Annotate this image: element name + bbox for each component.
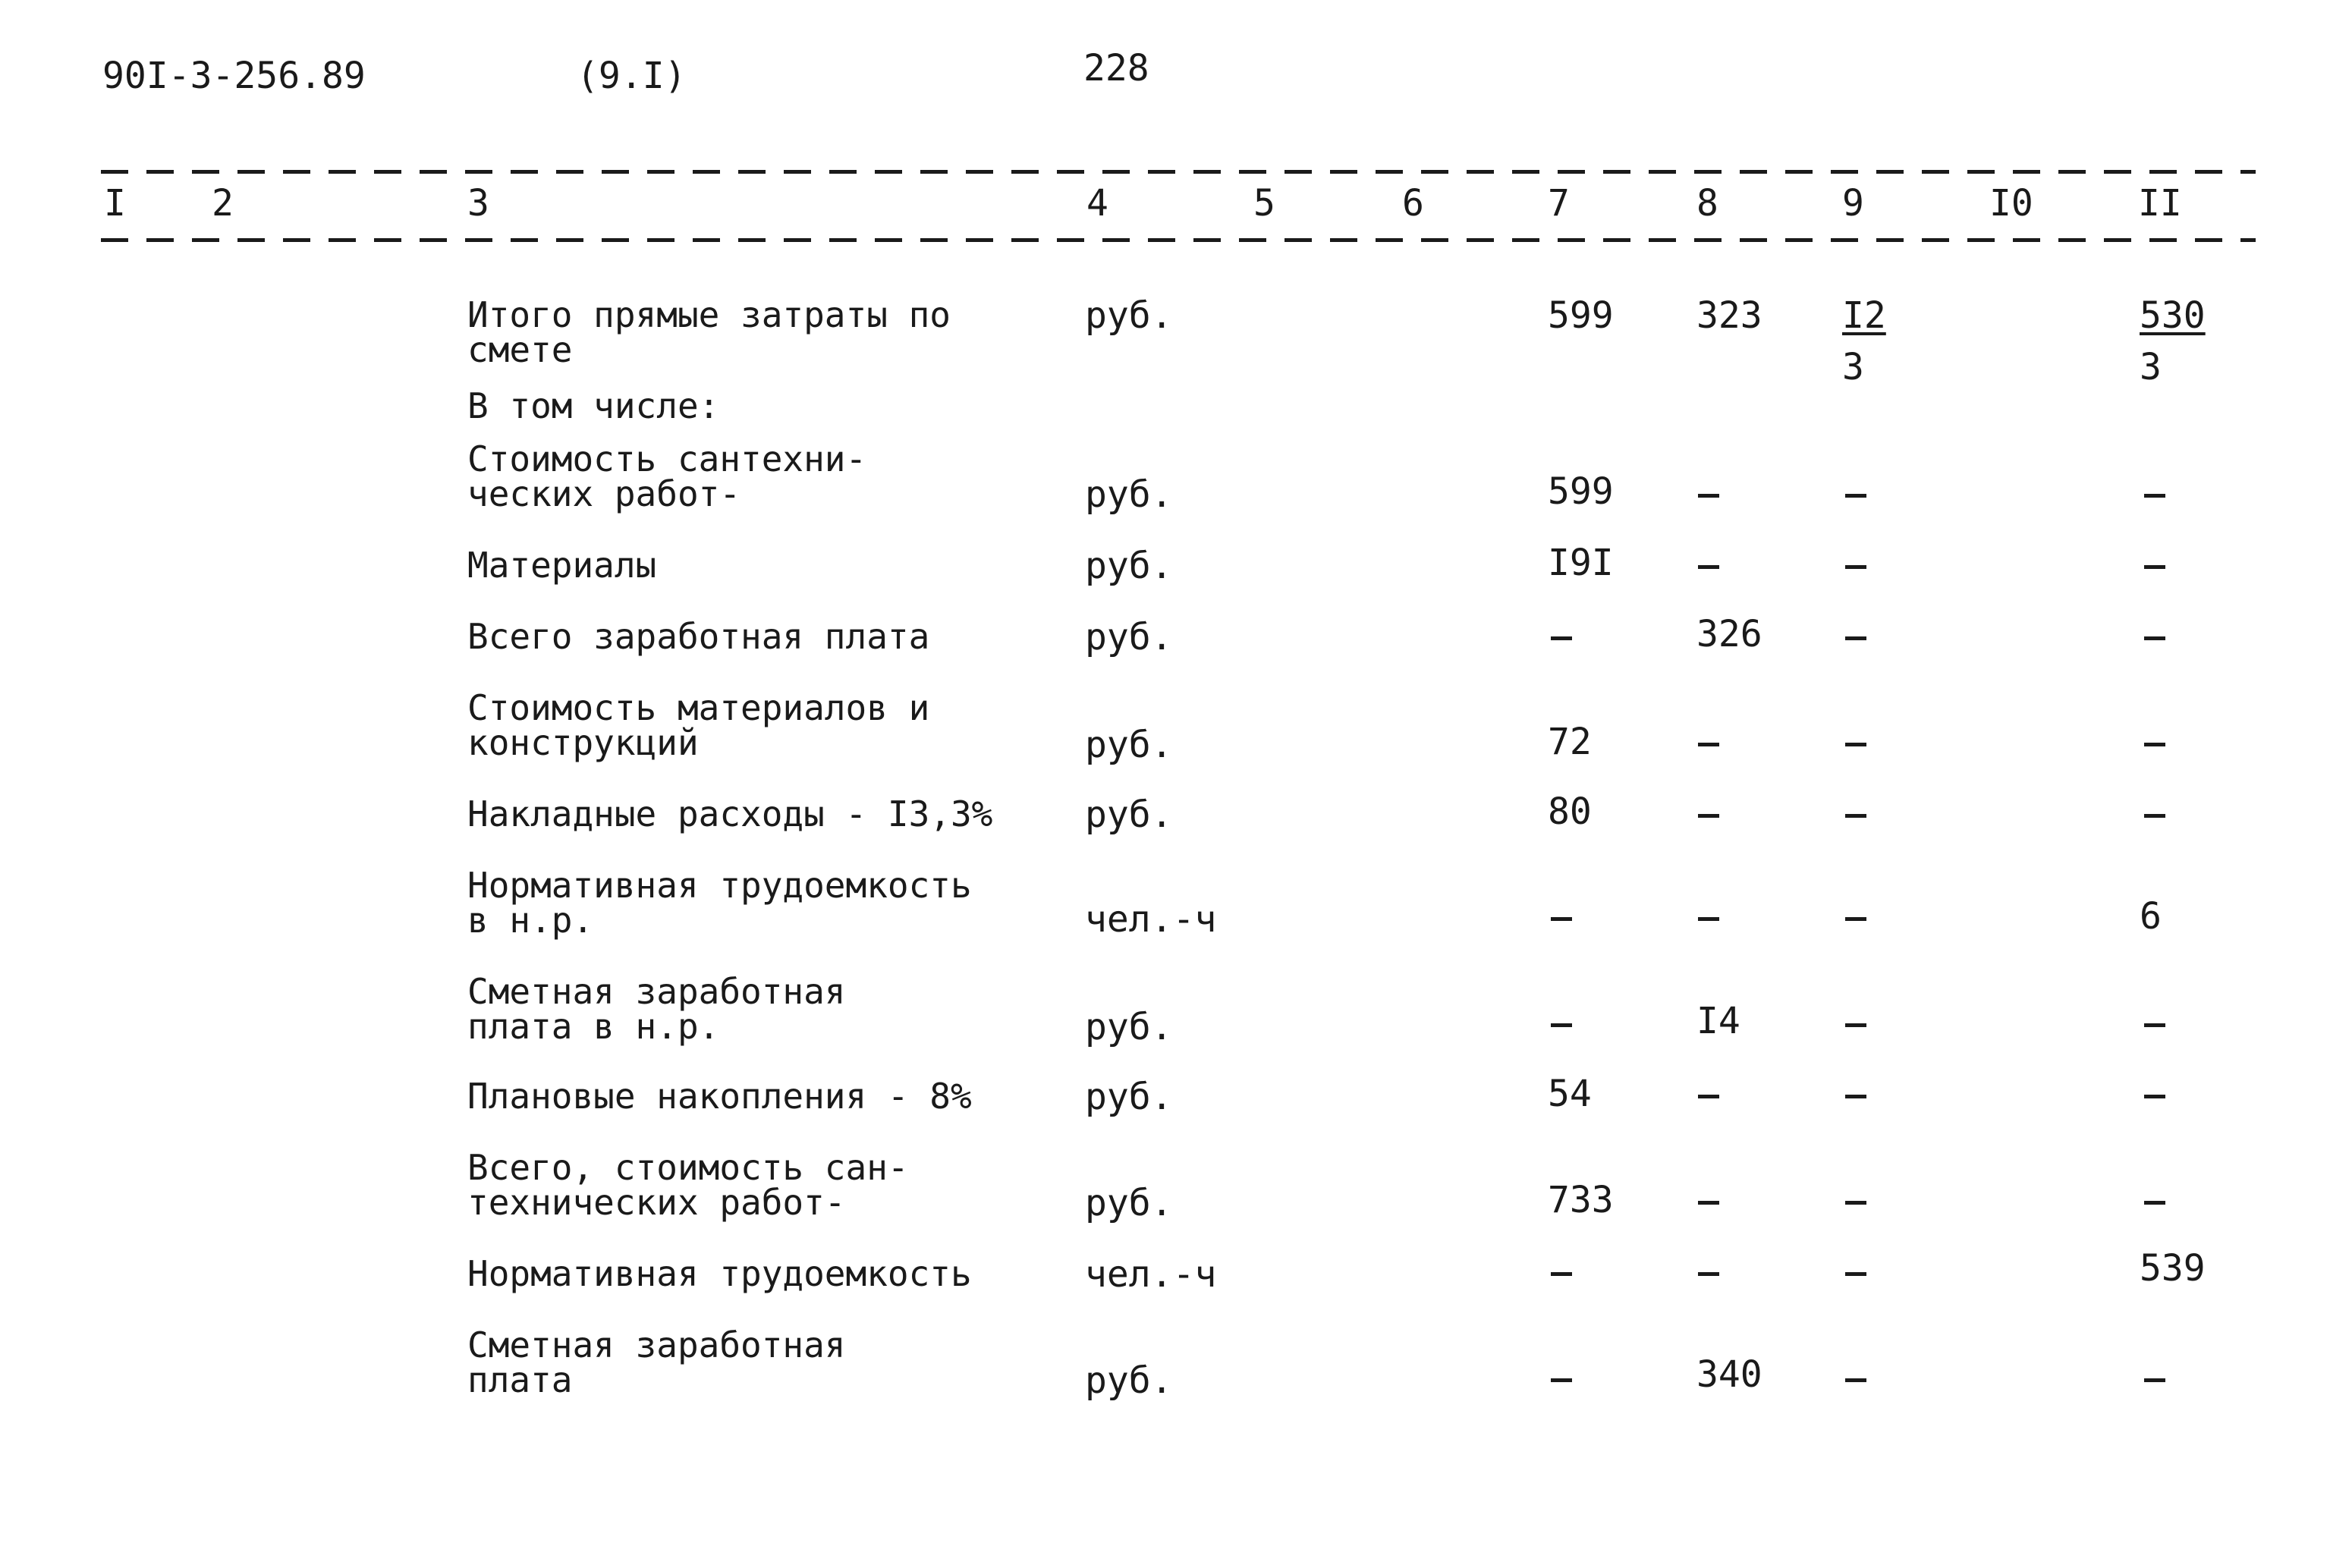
row-unit: руб. (1085, 1006, 1173, 1048)
cell-col8: 340 (1696, 1353, 1762, 1396)
row-description: Стоимость материалов и конструкций (467, 687, 930, 763)
row-unit: руб. (1085, 1076, 1173, 1118)
cell-col11 (2144, 1201, 2165, 1205)
cell-col9 (1845, 917, 1866, 921)
column-number: I (104, 182, 126, 225)
cell-col8 (1698, 565, 1719, 569)
row-description: Сметная заработная плата в н.р. (467, 971, 846, 1047)
cell-col8 (1698, 1201, 1719, 1205)
cell-col11 (2144, 1095, 2165, 1098)
row-description: Нормативная трудоемкость (467, 1253, 972, 1294)
row-unit: руб. (1085, 1182, 1173, 1224)
column-number: I0 (1989, 182, 2033, 225)
cell-col8 (1698, 743, 1719, 746)
cell-col9 (1845, 814, 1866, 818)
table-header-rule (101, 238, 2256, 242)
row-unit: руб. (1085, 616, 1173, 658)
cell-col8 (1698, 1272, 1719, 1276)
cell-col8: 323 (1696, 294, 1762, 337)
cell-col11 (2144, 743, 2165, 746)
row-description: Накладные расходы - I3,3% (467, 793, 993, 834)
column-number: 6 (1402, 182, 1424, 225)
row-unit: руб. (1085, 545, 1173, 587)
cell-col9 (1845, 743, 1866, 746)
row-description: Всего заработная плата (467, 616, 930, 657)
column-number: 7 (1548, 182, 1570, 225)
cell-col8: I4 (1696, 1000, 1740, 1042)
column-number: 5 (1253, 182, 1275, 225)
cell-col11 (2144, 814, 2165, 818)
cell-col9: I2 (1842, 294, 1886, 337)
table-top-rule (101, 170, 2256, 174)
row-description: Материалы (467, 545, 657, 586)
cell-col11-sub: 3 (2140, 346, 2162, 388)
page-number: 228 (1083, 47, 1149, 90)
row-unit: руб. (1085, 1359, 1173, 1402)
document-code: 90I-3-256.89 (102, 55, 366, 97)
section-number: (9.I) (577, 55, 687, 97)
cell-col7: 72 (1548, 721, 1592, 763)
cell-col11: 530 (2140, 294, 2206, 337)
cell-col11: 539 (2140, 1247, 2206, 1290)
row-description: Итого прямые затраты по смете (467, 294, 951, 370)
row-description: Сметная заработная плата (467, 1324, 846, 1400)
row-unit: чел.-ч (1085, 1253, 1217, 1296)
column-number: II (2138, 182, 2182, 225)
cell-col9 (1845, 1023, 1866, 1027)
cell-col7: 80 (1548, 790, 1592, 833)
row-description: В том числе: (467, 385, 720, 426)
cell-col7: 599 (1548, 470, 1614, 513)
cell-col8 (1698, 1095, 1719, 1098)
cell-col11: 6 (2140, 895, 2162, 938)
cell-col7 (1551, 636, 1572, 640)
cell-col11 (2144, 1023, 2165, 1027)
cell-col8 (1698, 917, 1719, 921)
cell-col7: 733 (1548, 1179, 1614, 1221)
row-unit: руб. (1085, 473, 1173, 516)
row-unit: чел.-ч (1085, 898, 1217, 941)
row-description: Всего, стоимость сан- технических работ- (467, 1147, 909, 1223)
row-description: Стоимость сантехни- ческих работ- (467, 438, 867, 514)
row-unit: руб. (1085, 793, 1173, 836)
cell-col7: 599 (1548, 294, 1614, 337)
row-unit: руб. (1085, 294, 1173, 337)
row-description: Нормативная трудоемкость в н.р. (467, 865, 972, 941)
cell-col7 (1551, 1378, 1572, 1382)
cell-col11 (2144, 565, 2165, 569)
cell-col9 (1845, 1378, 1866, 1382)
cell-col9 (1845, 565, 1866, 569)
cell-col7 (1551, 1272, 1572, 1276)
cell-col8 (1698, 814, 1719, 818)
column-number: 8 (1696, 182, 1718, 225)
cell-col9 (1845, 1272, 1866, 1276)
cell-col8: 326 (1696, 613, 1762, 655)
cell-col8 (1698, 494, 1719, 498)
row-description: Плановые накопления - 8% (467, 1076, 972, 1117)
cell-col7 (1551, 1023, 1572, 1027)
cell-col9 (1845, 1095, 1866, 1098)
column-number: 3 (467, 182, 489, 225)
column-number: 9 (1842, 182, 1864, 225)
column-number: 4 (1086, 182, 1108, 225)
row-unit: руб. (1085, 724, 1173, 766)
cell-col7 (1551, 917, 1572, 921)
cell-col7: I9I (1548, 542, 1614, 584)
cell-col7: 54 (1548, 1073, 1592, 1115)
cell-col11 (2144, 1378, 2165, 1382)
cell-col11 (2144, 636, 2165, 640)
cell-col9-sub: 3 (1842, 346, 1864, 388)
cell-col9 (1845, 636, 1866, 640)
cell-col9 (1845, 494, 1866, 498)
column-number: 2 (212, 182, 234, 225)
cell-col9 (1845, 1201, 1866, 1205)
cell-col11 (2144, 494, 2165, 498)
